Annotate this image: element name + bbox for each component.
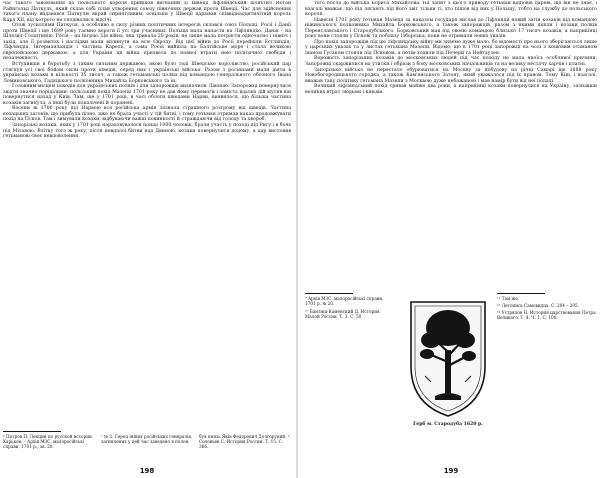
footnote: ⁶ Петров П. Лекции по русской истории. Харьков. – Архів МЗС, малоросійські справи, 1701 р., зв. 20. (3, 434, 94, 449)
left-paragraph: Вступивши в боротьбу з таким сильним державою, якою було тоді Шведське королівство, російський цар стягнув усі свої бойові сили проти шведів, серед них і українські війська. Разом з росіянами мали діяти в українські козаки в кількості 35 тисяч, а також гетьманські полки під командою генерального обозного Івана Ломиковського, Гадяцького полковника Михайла Борковського та ін. (3, 62, 291, 84)
emblem-caption: Герб м. Стародуба 1620 р. (413, 422, 483, 427)
right-page (305, 0, 597, 478)
right-paragraph: Про похід запорожців під цю ліфляндську війну ми знаємо дуже мало, бо відомості про нього зберігаються лише у царських указах та у листах гетьмана Мазепи. Відомо, що в 1701 році запорожці на чолі з кошовим отаманом Іваном Гусаком стояли під Псковом, а потім ходили під Печери та Нейгаузен. (305, 39, 597, 56)
right-paragraph: Ворожість запорізьких козаків до московських людей під час походу не мала якоїсь особливої причини. Запорожці скаржилися на утиски і образи з боку московських начальників та на велику нестачу харчів і платні. (305, 56, 597, 68)
left-footnotes (3, 434, 291, 466)
left-page (3, 0, 291, 478)
right-paragraph: Навесні 1701 року гетьман Мазепа за наказом государя вислав до Ліфляндії новий загін козаків під командою ніжинського полковника Михайла Борковського, а також запорожців, разом з якими пішли і козаки полків Переяславського і Стародубського. Борковський мав під своєю командою близько 17 тисяч козаків, а наприкінці року вони стояли у Пскові та поблизу Ізборська, поки не отримали нових указів. (305, 17, 597, 40)
left-paragraph: час такого завоювання до польського короля прийшов вигнаний зі Швеції ліфляндський шляхтич Йоган Райнгольд Паткуль, який склав собі план утворення союзу північних держав проти Швеції. Час для здійснення такого плану видавався Паткулю вкрай сприятливим, оскільки у Швеції царював співвіднадцятилітній король Карл XII, від котрого не сподівалися відсічі. (3, 1, 291, 23)
right-paragraph: Запорізьке військо не перестало обурюватися на Москву за побудову на річці Самарі ще 1688 року Новобогородицького городка, а також Кам'янського Затону, який уважалося під їх правом. Тому Кіш, і взагалі, вважав таку політику гетьмана Мазепи з Москвою дуже небажаною і мав намір бути від неї подалі. (305, 67, 597, 84)
footnote-rule (305, 293, 353, 294)
stardub-coat-of-arms-image (405, 296, 491, 420)
footnote-column (199, 434, 291, 466)
book-gutter (296, 0, 298, 478)
footnote: буя князь Яків Федорович Долгорукий. ⁸ Соловьев С. История России. Т. 15. С. 366. (199, 434, 290, 449)
footnote-column (305, 296, 393, 319)
footnote: ¹² Летопись Самовидца. С. 204 – 205. (497, 303, 580, 308)
footnote: ⁹ Архів МЗС, малоросійські справи, 1701 р. № 20. (305, 296, 384, 306)
left-paragraph: Отож зусиллями Паткуля, а особливо в силу різних політичних інтересів склався союз Польщі, Росії і Данії проти Швеції і ще 1699 року таємно вороги її усі три учасники. Польща мала напасти на Ліфляндію, Данія – на Шлезвіг-Голштинію, Росія – на Інгрію. Ця війна, яка тривала 20 років, не лише мала потрясти одночасно і північ і захід, але її розвиток і наслідки мали вплинути на всю Європу. Від цієї війни до Росії перейшли Естляндія, Ліфляндія, Інгерманландія і частина Карелії, а сама Росія вийшла на Балтійське море і стала великою європейською державою, а для України ця війна призвела до повної втрати нею політичної свободи і незалежності. (3, 23, 291, 62)
footnote: ¹³ Устрялов Н. История царствования Петра Великого. Т. 4. Ч. 1. С. 100. (497, 310, 596, 320)
left-paragraph: Запорізькі козаки, яких у 1701 році нараховувалося понад 1000 чоловік, брали участь у поході під Ригу і в боях під Мітавою. Влітку того ж року, після невдалої битви над Двиною, козаки повернулися додому, а цар висловив гетьманові своє невдоволення. (3, 123, 291, 140)
page-number: 198 (139, 467, 155, 475)
right-paragraph: того посла до війська Бориса Михайлова. На запит з цього приводу гетьман відповів цареві, що він не знає, і взагалі вважає, що під лягають під його звіт тільки ті, хто пішов від них у Польщу, тобто на службу до польського короля. (305, 1, 597, 18)
right-lower-section (305, 296, 597, 466)
footnote: ¹⁰ Бантиш-Каменский Д. История Малой России. Т. 3. С. 50. (305, 309, 380, 319)
page-number: 199 (443, 467, 459, 475)
right-paragraph: Великий ліфляндський похід тривав майже два роки, а наприкінці козаки повернулися на Україну, зазнавши великих втрат людьми і кіньми. (305, 84, 597, 95)
footnote-column (101, 434, 193, 466)
footnote-rule (3, 431, 61, 432)
right-body-text (305, 1, 597, 293)
tree-emblem-icon (405, 296, 491, 420)
footnote: ⁷ № 3. Сеpед інших російських генералів, загиплених у цей час заведено в полон. (101, 434, 193, 444)
left-paragraph: Восени ж 1700 року під Нарвою вся російська армія зазнала страшного розгрому від шведів. Частина козацьких загонів, що прибула пізно, вже не брала участі у тій битві, і тому гетьман отримав наказ продовжувати похід на Псков. Там і зимували козаки, відбуваючи важкі повинності й страждаючи від голоду та хвороб. (3, 106, 291, 123)
footnote-column (3, 434, 95, 466)
footnote-column (497, 296, 597, 320)
left-paragraph: Головним місцем походів для українських полків і для запорожців визначили Лівонію. Запорожці повернулися звідти значно поріділими: польський похід Мазепи 1701 року не дав йому перемоги і замість вдалих дій мусив він повернутися назад у Київ. Там, ще у 1701 році, в часі облоги шведами Нарви, виявилося, що більша частина козаків загинула, а інші були покалічені й поранені. (3, 84, 291, 106)
footnote: ¹¹ Там же. (497, 296, 520, 301)
footnote-rule (497, 293, 545, 294)
left-body-text (3, 1, 291, 429)
